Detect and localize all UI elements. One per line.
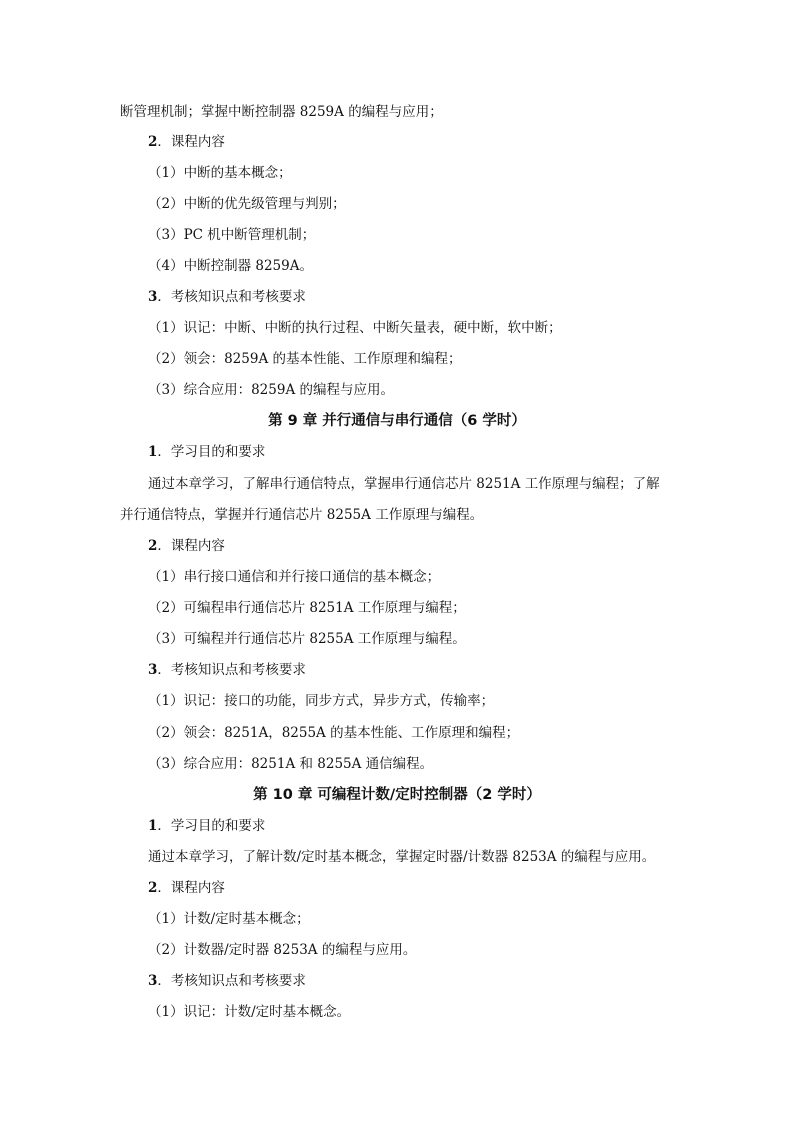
section-title: 2．课程内容 — [148, 880, 225, 896]
section-title: 3．考核知识点和考核要求 — [148, 289, 306, 305]
list-item: （3）可编程并行通信芯片 8255A 工作原理与编程。 — [148, 631, 466, 647]
list-item: （3）综合应用：8259A 的编程与应用。 — [148, 382, 394, 398]
list-item: （3）综合应用：8251A 和 8255A 通信编程。 — [148, 756, 434, 772]
paragraph-line: 通过本章学习，了解计数/定时基本概念，掌握定时器/计数器 8253A 的编程与应用。 — [148, 849, 656, 865]
section-title: 1．学习目的和要求 — [148, 818, 266, 834]
paragraph-line: 通过本章学习，了解串行通信特点，掌握串行通信芯片 8251A 工作原理与编程；了解 — [148, 476, 660, 492]
list-item: （1）识记：中断、中断的执行过程、中断矢量表，硬中断，软中断； — [148, 320, 562, 336]
list-item: （1）识记：计数/定时基本概念。 — [148, 1004, 351, 1020]
list-item: （2）领会：8251A，8255A 的基本性能、工作原理和编程； — [148, 725, 520, 741]
list-item: （4）中断控制器 8259A。 — [148, 258, 313, 274]
section-title: 3．考核知识点和考核要求 — [148, 973, 306, 989]
list-item: （1）计数/定时基本概念； — [148, 911, 310, 927]
chapter-heading: 第 9 章 并行通信与串行通信（6 学时） — [268, 413, 526, 429]
chapter-heading: 第 10 章 可编程计数/定时控制器（2 学时） — [253, 787, 541, 803]
section-title: 2．课程内容 — [148, 134, 225, 150]
list-item: （2）领会：8259A 的基本性能、工作原理和编程； — [148, 351, 462, 367]
section-title: 2．课程内容 — [148, 538, 225, 554]
section-title: 3．考核知识点和考核要求 — [148, 662, 306, 678]
list-item: （2）可编程串行通信芯片 8251A 工作原理与编程； — [148, 600, 466, 616]
list-item: （3）PC 机中断管理机制； — [148, 227, 316, 243]
list-item: （1）识记：接口的功能，同步方式，异步方式，传输率； — [148, 693, 495, 709]
section-title: 1．学习目的和要求 — [148, 444, 266, 460]
paragraph-line: 并行通信特点，掌握并行通信芯片 8255A 工作原理与编程。 — [120, 507, 484, 523]
paragraph-line: 断管理机制；掌握中断控制器 8259A 的编程与应用； — [120, 104, 443, 120]
list-item: （2）中断的优先级管理与判别； — [148, 196, 346, 212]
list-item: （1）中断的基本概念； — [148, 165, 292, 181]
list-item: （2）计数器/定时器 8253A 的编程与应用。 — [148, 942, 417, 958]
list-item: （1）串行接口通信和并行接口通信的基本概念； — [148, 569, 441, 585]
